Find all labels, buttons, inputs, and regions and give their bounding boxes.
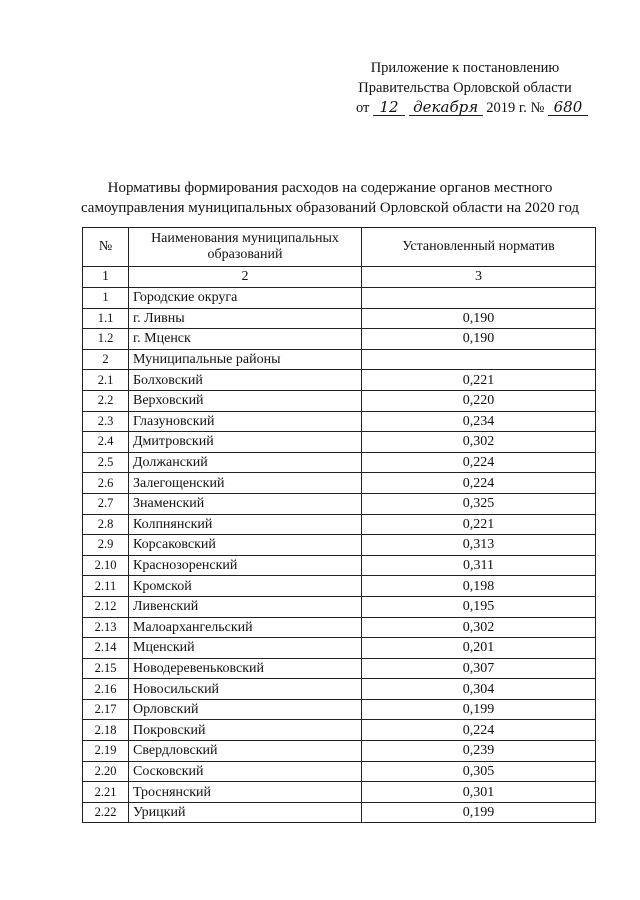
title-line-2: самоуправления муниципальных образований Орловской области на 2020 год bbox=[80, 200, 580, 216]
row-number: 2.18 bbox=[83, 720, 129, 741]
table-row bbox=[83, 699, 596, 720]
table-row bbox=[83, 741, 596, 762]
column-index-2: 2 bbox=[129, 267, 362, 288]
row-name: Краснозоренский bbox=[129, 555, 362, 576]
row-value bbox=[362, 288, 596, 309]
row-number: 2.19 bbox=[83, 741, 129, 762]
row-number: 2.12 bbox=[83, 596, 129, 617]
row-number: 2.13 bbox=[83, 617, 129, 638]
row-name: Сосковский bbox=[129, 761, 362, 782]
table-row bbox=[83, 349, 596, 370]
row-name: Урицкий bbox=[129, 802, 362, 823]
row-name: Знаменский bbox=[129, 493, 362, 514]
date-year-label: 2019 г. № bbox=[486, 100, 545, 116]
row-value: 0,302 bbox=[362, 432, 596, 453]
table-row bbox=[83, 370, 596, 391]
row-name: Верховский bbox=[129, 390, 362, 411]
row-number: 2.22 bbox=[83, 802, 129, 823]
table-row bbox=[83, 617, 596, 638]
row-name: Колпнянский bbox=[129, 514, 362, 535]
date-prefix: от bbox=[356, 100, 370, 116]
row-number: 2.1 bbox=[83, 370, 129, 391]
row-value: 0,301 bbox=[362, 782, 596, 803]
table-row bbox=[83, 638, 596, 659]
row-value: 0,304 bbox=[362, 679, 596, 700]
row-value: 0,325 bbox=[362, 493, 596, 514]
row-value: 0,224 bbox=[362, 452, 596, 473]
table-row bbox=[83, 514, 596, 535]
row-number: 2.11 bbox=[83, 576, 129, 597]
row-name: Болховский bbox=[129, 370, 362, 391]
row-value: 0,221 bbox=[362, 514, 596, 535]
row-name: Орловский bbox=[129, 699, 362, 720]
table-body bbox=[83, 288, 596, 823]
column-index-1: 1 bbox=[83, 267, 129, 288]
row-number: 2.4 bbox=[83, 432, 129, 453]
row-value: 0,190 bbox=[362, 308, 596, 329]
row-value: 0,190 bbox=[362, 329, 596, 350]
row-name: Новодеревеньковский bbox=[129, 658, 362, 679]
row-name: г. Мценск bbox=[129, 329, 362, 350]
row-number: 2.3 bbox=[83, 411, 129, 432]
appendix-header bbox=[350, 58, 583, 118]
appendix-date-line bbox=[350, 98, 583, 118]
row-number: 1.1 bbox=[83, 308, 129, 329]
table-row bbox=[83, 555, 596, 576]
row-number: 2.10 bbox=[83, 555, 129, 576]
row-value: 0,221 bbox=[362, 370, 596, 391]
table-row bbox=[83, 782, 596, 803]
row-value: 0,220 bbox=[362, 390, 596, 411]
row-name: Муниципальные районы bbox=[129, 349, 362, 370]
table-row bbox=[83, 390, 596, 411]
table-row bbox=[83, 535, 596, 556]
row-number: 2.8 bbox=[83, 514, 129, 535]
row-number: 2.9 bbox=[83, 535, 129, 556]
row-name: Покровский bbox=[129, 720, 362, 741]
row-number: 2.7 bbox=[83, 493, 129, 514]
handwritten-doc-number: 680 bbox=[548, 99, 588, 116]
row-number: 1.2 bbox=[83, 329, 129, 350]
table-row bbox=[83, 679, 596, 700]
row-name: Должанский bbox=[129, 452, 362, 473]
table-row bbox=[83, 658, 596, 679]
row-name: Глазуновский bbox=[129, 411, 362, 432]
row-number: 2.16 bbox=[83, 679, 129, 700]
header-norm: Установленный норматив bbox=[362, 228, 596, 267]
table-row bbox=[83, 473, 596, 494]
row-value: 0,311 bbox=[362, 555, 596, 576]
table-row bbox=[83, 576, 596, 597]
row-name: Мценский bbox=[129, 638, 362, 659]
row-name: Малоархангельский bbox=[129, 617, 362, 638]
table-row bbox=[83, 761, 596, 782]
row-number: 2 bbox=[83, 349, 129, 370]
row-name: Троснянский bbox=[129, 782, 362, 803]
column-index-3: 3 bbox=[362, 267, 596, 288]
document-title bbox=[60, 178, 600, 218]
table-row bbox=[83, 802, 596, 823]
row-number: 2.20 bbox=[83, 761, 129, 782]
row-value: 0,307 bbox=[362, 658, 596, 679]
table-row bbox=[83, 288, 596, 309]
header-number: № bbox=[83, 228, 129, 267]
table-row bbox=[83, 720, 596, 741]
row-number: 2.17 bbox=[83, 699, 129, 720]
row-value: 0,199 bbox=[362, 802, 596, 823]
table-row bbox=[83, 329, 596, 350]
column-index-row bbox=[83, 267, 596, 288]
row-value: 0,239 bbox=[362, 741, 596, 762]
row-number: 2.21 bbox=[83, 782, 129, 803]
row-name: Корсаковский bbox=[129, 535, 362, 556]
row-name: Ливенский bbox=[129, 596, 362, 617]
table-header-row bbox=[83, 228, 596, 267]
row-name: Кромской bbox=[129, 576, 362, 597]
table-row bbox=[83, 493, 596, 514]
table-row bbox=[83, 432, 596, 453]
row-name: г. Ливны bbox=[129, 308, 362, 329]
row-value: 0,224 bbox=[362, 473, 596, 494]
row-value: 0,305 bbox=[362, 761, 596, 782]
row-name: Новосильский bbox=[129, 679, 362, 700]
handwritten-day: 12 bbox=[373, 99, 405, 116]
row-number: 1 bbox=[83, 288, 129, 309]
row-number: 2.6 bbox=[83, 473, 129, 494]
row-name: Залегощенский bbox=[129, 473, 362, 494]
row-number: 2.14 bbox=[83, 638, 129, 659]
appendix-line-2: Правительства Орловской области bbox=[358, 80, 572, 96]
table-row bbox=[83, 308, 596, 329]
appendix-line-1: Приложение к постановлению bbox=[370, 60, 560, 76]
row-value bbox=[362, 349, 596, 370]
row-number: 2.5 bbox=[83, 452, 129, 473]
header-name: Наименования муниципальных образований bbox=[129, 228, 362, 267]
table-row bbox=[83, 452, 596, 473]
norms-table bbox=[82, 227, 596, 823]
row-value: 0,313 bbox=[362, 535, 596, 556]
row-value: 0,201 bbox=[362, 638, 596, 659]
row-value: 0,302 bbox=[362, 617, 596, 638]
row-value: 0,199 bbox=[362, 699, 596, 720]
row-value: 0,224 bbox=[362, 720, 596, 741]
row-value: 0,195 bbox=[362, 596, 596, 617]
row-name: Свердловский bbox=[129, 741, 362, 762]
row-number: 2.2 bbox=[83, 390, 129, 411]
table-row bbox=[83, 411, 596, 432]
row-number: 2.15 bbox=[83, 658, 129, 679]
table-row bbox=[83, 596, 596, 617]
row-name: Дмитровский bbox=[129, 432, 362, 453]
handwritten-month: декабря bbox=[409, 99, 483, 116]
row-value: 0,198 bbox=[362, 576, 596, 597]
title-line-1: Нормативы формирования расходов на содержание органов местного bbox=[107, 180, 553, 196]
row-name: Городские округа bbox=[129, 288, 362, 309]
row-value: 0,234 bbox=[362, 411, 596, 432]
